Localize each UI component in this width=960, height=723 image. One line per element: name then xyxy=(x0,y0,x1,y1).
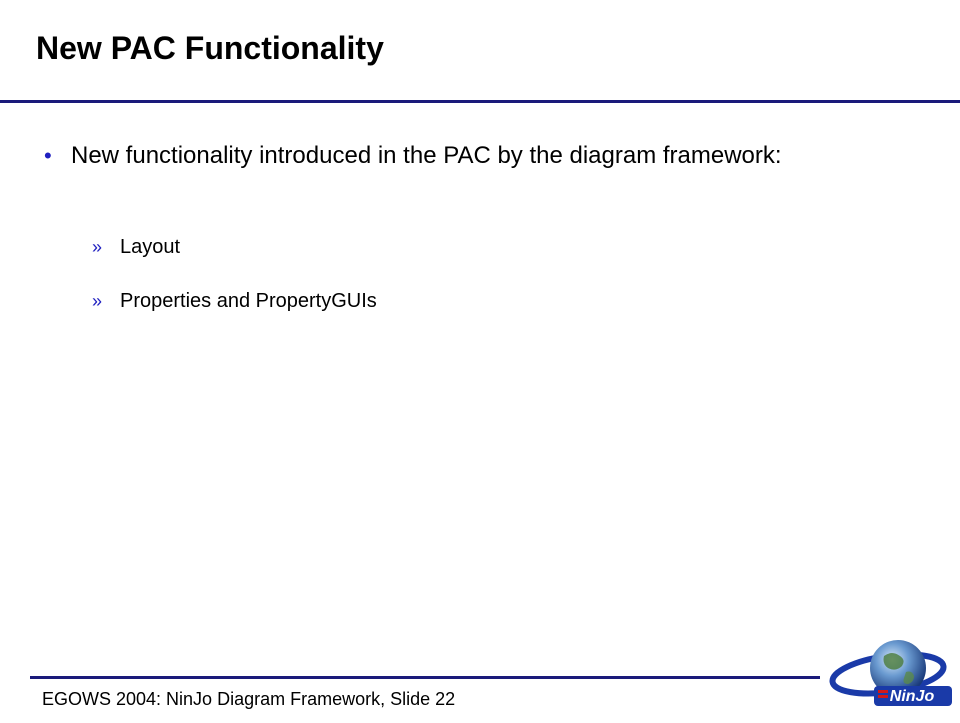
globe-logo-icon xyxy=(826,634,956,718)
title-divider xyxy=(0,100,960,103)
ninjo-logo xyxy=(826,634,956,718)
bullet-text: New functionality introduced in the PAC by the diagram framework: xyxy=(71,142,782,169)
sub-bullet-marker: » xyxy=(92,291,103,311)
logo-text: NinJo xyxy=(889,688,935,705)
bullet-marker: • xyxy=(44,143,52,168)
sub-bullet-text: Layout xyxy=(120,236,181,258)
bullet-item xyxy=(44,137,904,174)
slide-footer: EGOWS 2004: NinJo Diagram Framework, Slide 22 xyxy=(42,689,456,709)
footer-divider xyxy=(30,676,820,679)
sub-bullet-item xyxy=(92,235,180,259)
slide-title: New PAC Functionality xyxy=(36,30,384,66)
sub-bullet-item xyxy=(92,289,377,313)
sub-bullet-marker: » xyxy=(92,237,103,257)
sub-bullet-text: Properties and PropertyGUIs xyxy=(120,290,377,312)
